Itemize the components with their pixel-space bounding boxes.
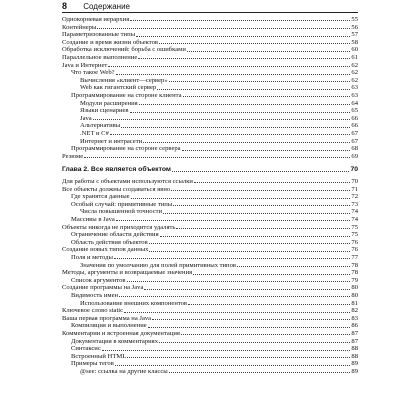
- toc-entry-title: Область действия объектов: [71, 238, 148, 246]
- toc-entry-title: Все объекты должны создаваться явно: [62, 185, 171, 193]
- toc-entry-page: 62: [351, 69, 358, 77]
- toc-entry-page: 76: [351, 246, 358, 254]
- toc-entry-title: Модули расширения: [80, 99, 138, 107]
- toc-entry: [71, 345, 358, 352]
- toc-entry: [71, 145, 358, 152]
- toc-entry-title: Java и Интернет: [62, 61, 108, 69]
- toc-entry-page: 58: [351, 38, 358, 46]
- toc-entry-title: Числа повышенной точности: [80, 208, 163, 216]
- toc-entry: [80, 100, 358, 107]
- toc-entry-page: 77: [351, 254, 358, 261]
- toc-entry-page: 66: [351, 122, 358, 130]
- toc-entry-title: Ваша первая программа на Java: [62, 314, 152, 322]
- toc-entry-title: Примеры тегов: [71, 360, 114, 368]
- dot-leader: [149, 251, 350, 252]
- dot-leader: [139, 104, 351, 105]
- dot-leader: [169, 81, 351, 82]
- dot-leader: [97, 28, 350, 29]
- dot-leader: [144, 289, 350, 290]
- dot-leader: [176, 228, 350, 229]
- dot-leader: [138, 58, 350, 59]
- toc-entry: [62, 39, 358, 46]
- dot-leader: [143, 142, 350, 143]
- toc-entry: [71, 277, 358, 284]
- page-header: [62, 0, 358, 13]
- toc-entry: [71, 353, 358, 360]
- dot-leader: [130, 20, 350, 21]
- toc-entry-title: Ключевое слово static: [62, 307, 124, 315]
- dot-leader: [149, 243, 351, 244]
- toc-entry-page: 72: [351, 193, 358, 201]
- toc-entry: [62, 31, 358, 38]
- toc-entry: [62, 24, 358, 31]
- toc-entry-title: Значения по умолчанию для полей примитивных типов: [80, 261, 236, 269]
- toc-entry-page: 55: [351, 16, 358, 23]
- toc-entry: [80, 77, 358, 84]
- toc-entry: [62, 178, 358, 185]
- toc-entry-title: Резюме: [62, 152, 84, 160]
- toc-entry-title: Создание новых типов данных: [62, 246, 149, 254]
- toc-entry: [71, 231, 358, 238]
- toc-entry: [80, 122, 358, 129]
- toc-entry-page: 74: [351, 208, 358, 216]
- toc-entry-title: Документация в комментариях: [71, 337, 159, 345]
- toc-entry: [62, 186, 358, 193]
- toc-entry-page: 71: [351, 185, 358, 193]
- toc-entry: [71, 69, 358, 76]
- toc-entry: [71, 292, 358, 299]
- toc-entry-title: Web как гигантский сервер: [80, 84, 157, 92]
- toc-entry: [62, 54, 358, 61]
- toc-entry-title: Создание и время жизни объектов: [62, 38, 159, 46]
- dot-leader: [163, 213, 350, 214]
- toc-entry-page: 80: [351, 284, 358, 292]
- toc-entry-page: 64: [351, 99, 358, 107]
- dot-leader: [93, 119, 351, 120]
- toc-entry-page: 67: [351, 137, 358, 145]
- toc-entry-title: Комментарии и встроенная документация: [62, 330, 180, 337]
- section-title: Содержание: [83, 2, 131, 11]
- toc-entry-title: Параллельное выполнение: [62, 54, 138, 61]
- toc-entry-title: Языки сценариев: [80, 107, 129, 115]
- toc-entry-page: 87: [351, 330, 358, 337]
- toc-entry: [71, 254, 358, 261]
- dot-leader: [169, 372, 351, 373]
- dot-leader: [136, 36, 350, 37]
- toc-entry-page: 61: [351, 54, 358, 61]
- dot-leader: [130, 112, 351, 113]
- dot-leader: [115, 365, 351, 366]
- toc-entry-page: 65: [351, 107, 358, 115]
- toc-entry: [71, 201, 358, 208]
- dot-leader: [237, 266, 350, 267]
- dot-leader: [187, 51, 351, 52]
- toc-entry-title: Глава 2. Все является объектом: [62, 166, 171, 174]
- toc-entry-title: Поля и методы: [71, 254, 113, 261]
- toc-entry: [62, 307, 358, 314]
- toc-entry-title: Программирование на стороне клиента: [71, 92, 182, 99]
- toc-entry-page: 74: [351, 216, 358, 223]
- toc-entry-title: Встроенный HTML: [71, 352, 127, 360]
- toc-entry: [80, 84, 358, 91]
- toc-entry-title: Вычисления «клиент—сервер»: [80, 76, 168, 84]
- toc-entry: [71, 360, 358, 367]
- toc-entry-page: 82: [351, 307, 358, 315]
- toc-entry-page: 70: [351, 178, 358, 185]
- toc-entry-title: Методы, аргументы и возвращаемые значения: [62, 269, 193, 277]
- dot-leader: [194, 182, 350, 183]
- toc-entry: [80, 262, 358, 269]
- toc-entry-title: Java: [80, 114, 92, 122]
- toc-entry-page: 63: [351, 84, 358, 92]
- toc-entry: [80, 368, 358, 375]
- toc-entry-page: 87: [351, 337, 358, 345]
- toc-entry-title: Компиляция и выполнение: [71, 322, 147, 330]
- dot-leader: [114, 258, 351, 259]
- toc-entry: [62, 315, 358, 322]
- toc-entry: [62, 246, 358, 253]
- chapter-heading: [62, 166, 358, 173]
- dot-leader: [102, 350, 351, 351]
- page-number: 8: [62, 1, 68, 11]
- toc-entry: [62, 62, 358, 69]
- toc-entry-page: 83: [351, 314, 358, 322]
- toc-entry: [71, 92, 358, 99]
- toc-entry-page: 69: [351, 152, 358, 160]
- toc-entry-page: 62: [351, 61, 358, 69]
- dot-leader: [110, 134, 351, 135]
- toc-entry: [62, 46, 358, 53]
- dot-leader: [152, 319, 350, 320]
- toc-entry: [62, 330, 358, 337]
- dot-leader: [116, 220, 351, 221]
- toc-entry-page: 68: [351, 145, 358, 153]
- toc-entry-title: Параметризованные типы: [62, 31, 136, 39]
- dot-leader: [121, 127, 350, 128]
- toc-entry-page: 66: [351, 114, 358, 122]
- dot-leader: [183, 96, 351, 97]
- dot-leader: [171, 190, 350, 191]
- toc-entry-page: 89: [351, 368, 358, 375]
- toc-entry: [80, 138, 358, 145]
- toc-entry-page: 75: [351, 223, 358, 231]
- dot-leader: [157, 89, 350, 90]
- toc-entry-page: 88: [351, 345, 358, 353]
- toc-entry-title: Массивы в Java: [71, 216, 115, 223]
- toc-entry-page: 57: [351, 31, 358, 39]
- toc-entry-title: Где хранятся данные: [71, 193, 130, 201]
- toc-entry-title: Что такое Web?: [71, 69, 115, 77]
- toc-entry-title: Видимость имен: [71, 292, 119, 299]
- toc-entry-title: .NET и C#: [80, 130, 109, 137]
- dot-leader: [108, 66, 350, 67]
- toc-entry-page: 89: [351, 360, 358, 368]
- toc-entry: [71, 193, 358, 200]
- dot-leader: [172, 171, 350, 172]
- toc-entry: [80, 300, 358, 307]
- toc-entry-title: Альтернативы: [80, 122, 121, 130]
- toc-entry-page: 70: [350, 166, 358, 174]
- dot-leader: [127, 357, 350, 358]
- toc-entry-title: Однокорневая иерархия: [62, 16, 130, 23]
- toc-entry-page: 81: [351, 299, 358, 307]
- dot-leader: [127, 281, 351, 282]
- toc-entry: [62, 269, 358, 276]
- toc-entry-page: 78: [351, 261, 358, 269]
- toc-entry-title: Контейнеры: [62, 23, 97, 31]
- dot-leader: [193, 274, 350, 275]
- toc-entry: [71, 322, 358, 329]
- toc-entry: [62, 153, 358, 160]
- toc-entry-page: 75: [351, 231, 358, 239]
- dot-leader: [188, 304, 350, 305]
- toc-entry-title: Создание программы на Java: [62, 284, 144, 292]
- toc-entry-page: 56: [351, 23, 358, 31]
- dot-leader: [124, 312, 350, 313]
- toc-entry-title: Список аргументов: [71, 276, 126, 284]
- toc-entry-title: Использование внешних компонентов: [80, 299, 188, 307]
- toc-entry: [62, 16, 358, 23]
- toc-entry-title: Для работы с объектами используются ссылки: [62, 178, 193, 185]
- toc-entry: [80, 208, 358, 215]
- toc-entry-page: 78: [351, 269, 358, 277]
- toc-entry: [80, 107, 358, 114]
- toc-entry-page: 73: [351, 200, 358, 208]
- toc-entry: [62, 284, 358, 291]
- dot-leader: [182, 150, 351, 151]
- toc-entry-page: 79: [351, 276, 358, 284]
- toc-entry: [62, 224, 358, 231]
- toc-entry-page: 76: [351, 238, 358, 246]
- toc-entry-title: Синтаксис: [71, 345, 101, 353]
- dot-leader: [119, 296, 350, 297]
- toc-entry-title: Интернет и интрасети: [80, 137, 143, 145]
- toc-entry-page: 63: [351, 92, 358, 99]
- dot-leader: [159, 342, 350, 343]
- toc-entry-title: Особый случай: примитивные типы: [71, 200, 173, 208]
- toc-entry: [71, 239, 358, 246]
- toc-entry-page: 67: [351, 130, 358, 137]
- toc-entry-title: @see: ссылка на другие классы: [80, 368, 168, 375]
- toc-entry: [80, 115, 358, 122]
- toc-entry-title: Обработка исключений: борьба с ошибками: [62, 46, 186, 54]
- dot-leader: [84, 157, 350, 158]
- dot-leader: [160, 236, 351, 237]
- toc-entry-page: 80: [351, 292, 358, 299]
- dot-leader: [173, 205, 350, 206]
- toc-entry-title: Ограничение области действия: [71, 231, 159, 239]
- dot-leader: [116, 74, 351, 75]
- dot-leader: [159, 43, 350, 44]
- toc-entry: [80, 130, 358, 137]
- toc-entry: [71, 338, 358, 345]
- toc-entry-page: 86: [351, 322, 358, 330]
- toc-entry-title: Программирование на стороне сервера: [71, 145, 181, 153]
- toc-entry-page: 60: [351, 46, 358, 54]
- dot-leader: [181, 334, 350, 335]
- dot-leader: [131, 198, 351, 199]
- toc-entry: [71, 216, 358, 223]
- toc-entry-title: Объекты никогда не приходится удалять: [62, 223, 176, 231]
- toc-entry-page: 88: [351, 352, 358, 360]
- dot-leader: [148, 327, 351, 328]
- toc-entry-page: 62: [351, 76, 358, 84]
